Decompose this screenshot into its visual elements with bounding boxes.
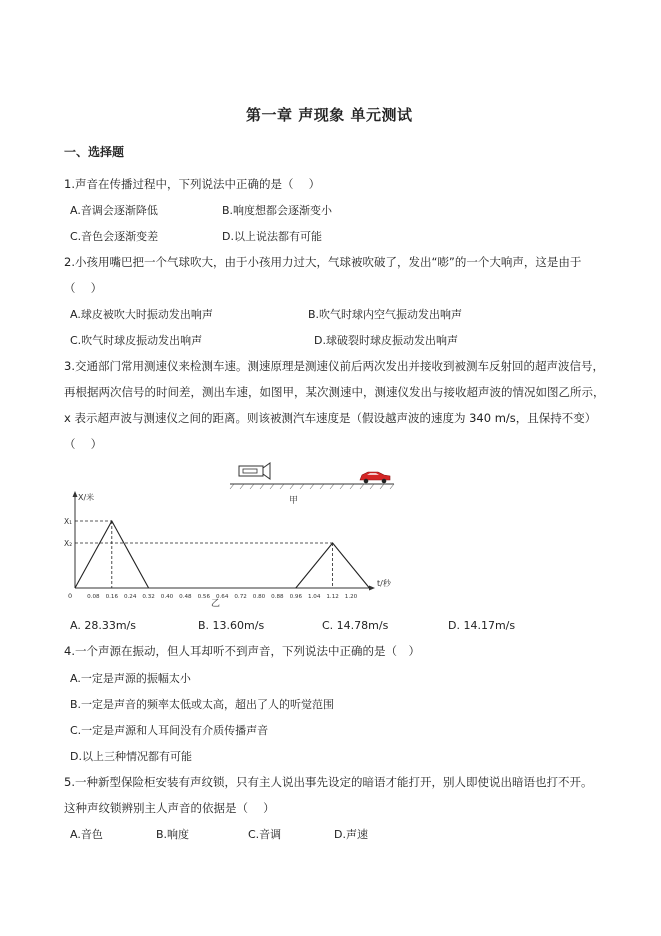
tick-label: 1.12 [326, 594, 339, 600]
speed-measure-figure [64, 458, 400, 608]
y-axis-arrow [73, 491, 78, 497]
tick-label: 0.16 [105, 594, 119, 600]
option-a: A.一定是声源的振幅太小 [70, 672, 191, 685]
question-stem: 再根据两次信号的时间差，测出车速，如图甲，某次测速中，测速仪发出与接收超声波的情况如图乙所示， [64, 385, 605, 399]
option-d: D.以上说法都有可能 [222, 230, 322, 243]
page-title: 第一章 声现象 单元测试 [246, 106, 413, 124]
x-axis-label: t/秒 [377, 579, 391, 588]
x-axis-arrow [369, 586, 375, 591]
option-a: A.音调会逐渐降低 [70, 204, 158, 217]
option-a: A.球皮被吹大时振动发出响声 [70, 308, 213, 321]
tick-label: 0.56 [197, 594, 211, 600]
question-stem: 2.小孩用嘴巴把一个气球吹大，由于小孩用力过大，气球被吹破了，发出“嘭”的一个大响声，这是由于 [64, 255, 582, 269]
section-heading: 一、选择题 [64, 145, 125, 159]
option-d: D.以上三种情况都有可能 [70, 750, 192, 763]
tick-label: 0.32 [142, 594, 155, 600]
question-stem: 3.交通部门常用测速仪来检测车速。测速原理是测速仪前后两次发出并接收到被测车反射回的超声波信号， [64, 359, 604, 373]
option-c: C.吹气时球皮振动发出响声 [70, 334, 203, 347]
question-stem: 1.声音在传播过程中，下列说法中正确的是（ ） [64, 177, 321, 191]
option-c: C.一定是声源和人耳间没有介质传播声音 [70, 724, 269, 737]
question-stem: （ ） [64, 281, 103, 295]
tick-label: 0.72 [234, 594, 247, 600]
x1-label: X₁ [64, 517, 73, 526]
question-stem: 5.一种新型保险柜安装有声纹锁，只有主人说出事先设定的暗语才能打开，别人即使说出暗语也打不开。 [64, 775, 593, 789]
y-axis-label: X/米 [78, 493, 95, 502]
option-b: B.响度 [156, 828, 190, 841]
tick-label: 0.88 [271, 594, 284, 600]
tick-label: 0.96 [289, 594, 303, 600]
question-stem: x 表示超声波与测速仪之间的距离。则该被测汽车速度是（假设越声波的速度为 340 m/s，且保持不变） [64, 411, 597, 425]
label-yi: 乙 [211, 599, 221, 608]
option-d: D.声速 [334, 828, 368, 841]
option-c: C. 14.78m/s [322, 619, 389, 632]
tick-label: 0.08 [87, 594, 100, 600]
option-c: C.音调 [248, 828, 282, 841]
tick-label: 0.24 [123, 594, 137, 600]
question-stem: 这种声纹锁辨别主人声音的依据是（ ） [64, 801, 275, 815]
road-hatching [230, 484, 394, 489]
tick-label: 1.20 [344, 594, 358, 600]
tick-labels [87, 594, 357, 600]
option-a: A.音色 [70, 828, 103, 841]
tick-label: 0.40 [160, 594, 174, 600]
origin-label: 0 [68, 592, 73, 600]
label-jia: 甲 [289, 496, 299, 506]
option-a: A. 28.33m/s [70, 619, 136, 632]
option-b: B.一定是声音的频率太低或太高，超出了人的听觉范围 [70, 698, 335, 711]
chart-yi [64, 491, 392, 608]
option-d: D. 14.17m/s [448, 619, 516, 632]
question-stem: （ ） [64, 437, 103, 451]
red-car [360, 472, 390, 483]
tick-label: 1.04 [307, 594, 321, 600]
option-c: C.音色会逐渐变差 [70, 230, 159, 243]
option-b: B.响度想都会逐渐变小 [222, 204, 333, 217]
tick-label: 0.48 [179, 594, 192, 600]
chart-lines [75, 521, 369, 588]
tick-label: 0.80 [252, 594, 266, 600]
speed-gun-inner [243, 469, 257, 473]
x2-label: X₂ [64, 539, 73, 548]
option-b: B. 13.60m/s [198, 619, 265, 632]
tick-label: 0.64 [215, 594, 229, 600]
option-d: D.球破裂时球皮振动发出响声 [314, 334, 458, 347]
option-b: B.吹气时球内空气振动发出响声 [308, 308, 463, 321]
question-stem: 4.一个声源在振动，但人耳却听不到声音，下列说法中正确的是（ ） [64, 644, 420, 658]
scene-jia [230, 463, 394, 506]
speed-gun-horn [263, 463, 270, 479]
